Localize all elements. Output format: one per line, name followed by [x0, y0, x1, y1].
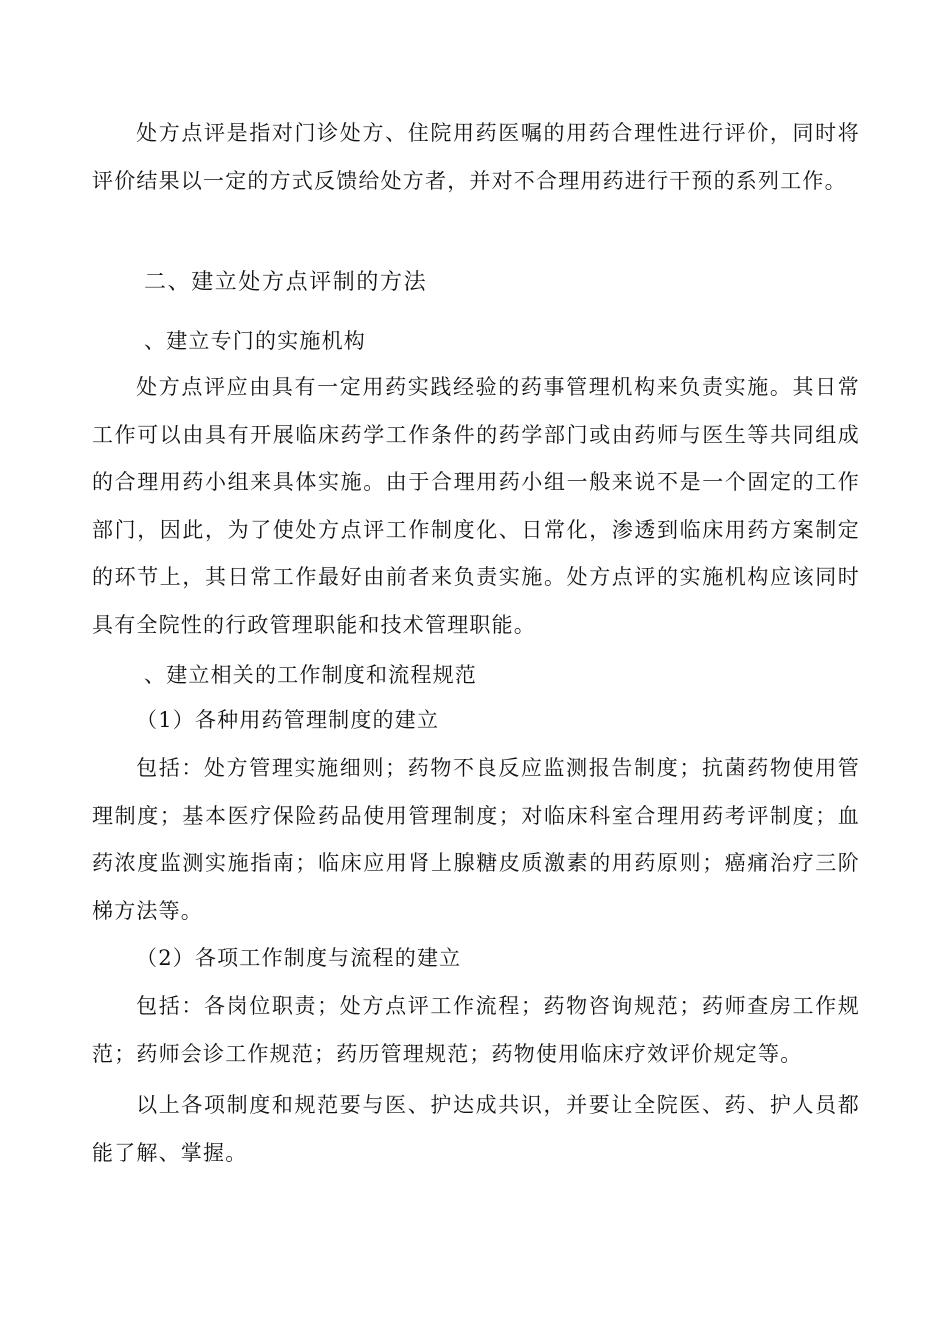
intro-paragraph: 处方点评是指对门诊处方、住院用药医嘱的用药合理性进行评价，同时将评价结果以一定的方式反馈给处方者，并对不合理用药进行干预的系列工作。 [92, 121, 860, 193]
subsection-1-paragraph: 处方点评应由具有一定用药实践经验的药事管理机构来负责实施。其日常工作可以由具有开展临床药学工作条件的药学部门或由药师与医生等共同组成的合理用药小组来具体实施。由于合理用药小组一般来说不是一个固定的工作部门，因此，为了使处方点评工作制度化、日常化，渗透到临床用药方案制定的环节上，其日常工作最好由前者来负责实施。处方点评的实施机构应该同时具有全院性的行政管理职能和技术管理职能。 [92, 375, 860, 637]
item-2-heading: （2）各项工作制度与流程的建立 [136, 946, 462, 970]
closing-paragraph: 以上各项制度和规范要与医、护达成共识，并要让全院医、药、护人员都能了解、掌握。 [92, 1093, 860, 1165]
item-1-paragraph: 包括：处方管理实施细则；药物不良反应监测报告制度；抗菌药物使用管理制度；基本医疗保险药品使用管理制度；对临床科室合理用药考评制度；血药浓度监测实施指南；临床应用肾上腺糖皮质激素的用药原则；癌痛治疗三阶梯方法等。 [92, 756, 860, 923]
subsection-heading-1: 、建立专门的实施机构 [144, 329, 366, 353]
section-heading: 二、建立处方点评制的方法 [144, 270, 428, 295]
item-2-paragraph: 包括：各岗位职责；处方点评工作流程；药物咨询规范；药师查房工作规范；药师会诊工作规范；药历管理规范；药物使用临床疗效评价规定等。 [92, 994, 860, 1066]
item-1-heading: （1）各种用药管理制度的建立 [136, 708, 440, 732]
subsection-heading-2: 、建立相关的工作制度和流程规范 [144, 663, 477, 687]
